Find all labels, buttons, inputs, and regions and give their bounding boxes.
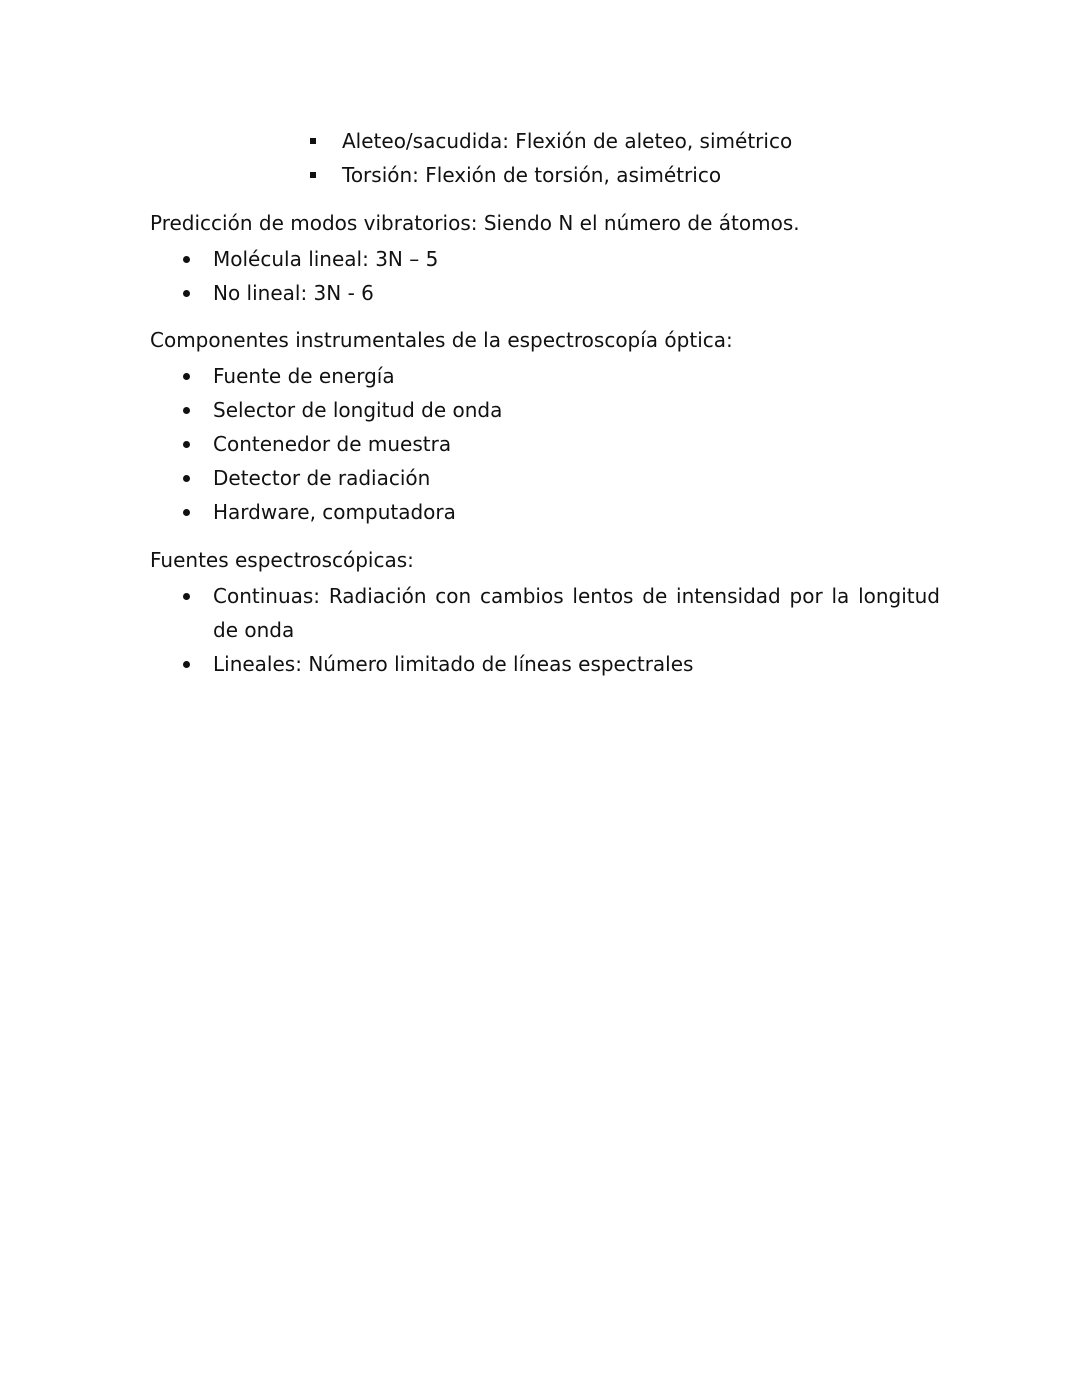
- list-item: [150, 276, 940, 310]
- square-bullet-icon: [310, 138, 316, 144]
- section-instrument-components: [150, 325, 940, 529]
- section-title: Componentes instrumentales de la espectroscopía óptica:: [150, 328, 733, 352]
- list-item: [150, 495, 940, 529]
- list-item: [150, 579, 940, 647]
- list-item: [310, 160, 792, 194]
- list-item-text: Aleteo/sacudida: Flexión de aleteo, simétrico: [342, 129, 793, 153]
- list-item: [150, 461, 940, 495]
- section-title: Fuentes espectroscópicas:: [150, 548, 414, 572]
- bullet-list: [150, 242, 940, 310]
- section-spectroscopic-sources: [150, 545, 940, 681]
- list-item-text: Contenedor de muestra: [213, 432, 452, 456]
- list-item: [150, 393, 940, 427]
- list-item: [150, 242, 940, 276]
- vibration-submodes-list: [310, 126, 792, 194]
- bullet-icon: [183, 407, 190, 414]
- list-item-text: Hardware, computadora: [213, 500, 456, 524]
- list-item-text: Torsión: Flexión de torsión, asimétrico: [342, 163, 722, 187]
- bullet-icon: [183, 290, 190, 297]
- list-item-text: Selector de longitud de onda: [213, 398, 503, 422]
- bullet-icon: [183, 441, 190, 448]
- bullet-list: [150, 359, 940, 529]
- list-item-text: No lineal: 3N - 6: [213, 281, 374, 305]
- square-bullet-icon: [310, 172, 316, 178]
- bullet-icon: [183, 593, 190, 600]
- list-item-text: Fuente de energía: [213, 364, 395, 388]
- list-item: [150, 647, 940, 681]
- list-item-text: Detector de radiación: [213, 466, 431, 490]
- bullet-list: [150, 579, 940, 681]
- bullet-icon: [183, 373, 190, 380]
- list-item-text: Lineales: Número limitado de líneas espectrales: [213, 652, 694, 676]
- list-item: [150, 427, 940, 461]
- bullet-icon: [183, 475, 190, 482]
- bullet-icon: [183, 509, 190, 516]
- bullet-icon: [183, 256, 190, 263]
- list-item: [150, 359, 940, 393]
- list-item: [310, 126, 792, 160]
- list-item-text: Molécula lineal: 3N – 5: [213, 247, 439, 271]
- list-item-text: Continuas: Radiación con cambios lentos de intensidad por la longitud de onda: [213, 584, 940, 642]
- section-vibrational-modes: [150, 208, 940, 310]
- bullet-icon: [183, 661, 190, 668]
- section-title: Predicción de modos vibratorios: Siendo N el número de átomos.: [150, 211, 800, 235]
